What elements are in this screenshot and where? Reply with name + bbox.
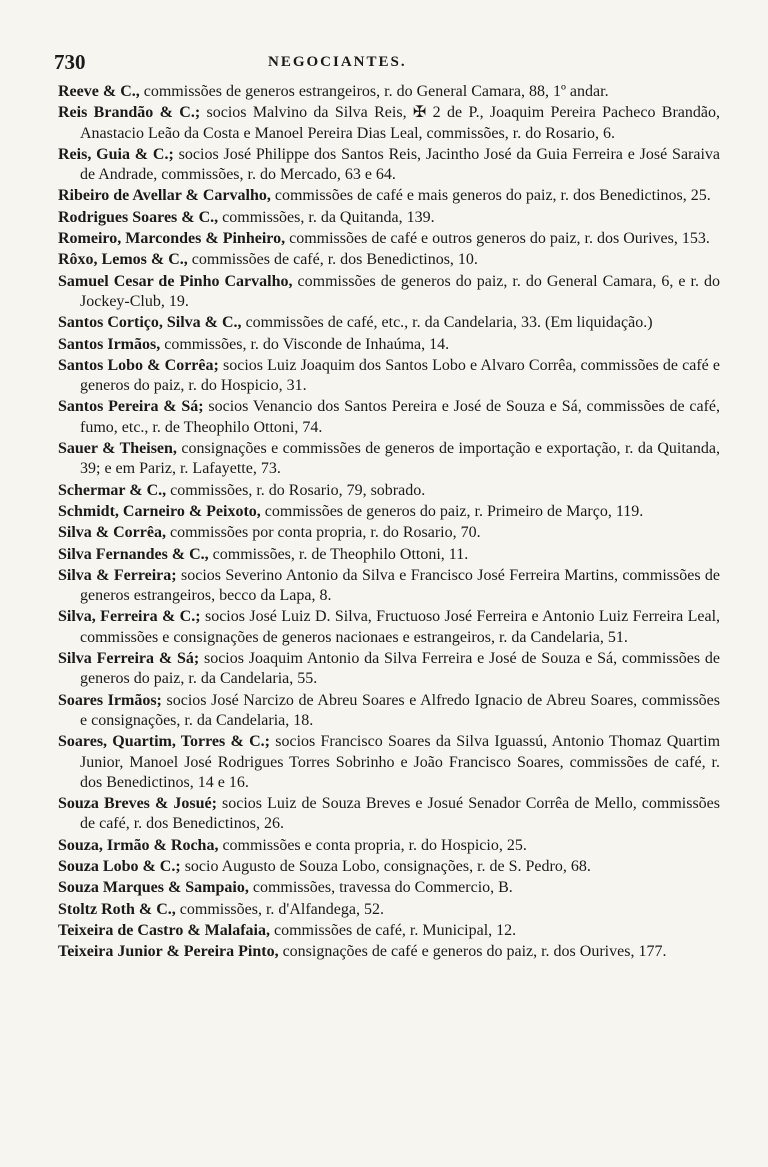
merchant-details: socios José Philippe dos Santos Reis, Jacintho José da Guia Ferreira e José Saraiva de Andrade, commissões, r. do Mercado, 63 e 64. <box>80 145 721 184</box>
merchant-details: socios José Luiz D. Silva, Fructuoso José Ferreira e Antonio Luiz Ferreira Leal, commissões e consignações de generos nacionaes e estrangeiros, r. da Candelaria, 51. <box>80 608 721 646</box>
merchant-name: Souza Lobo & C.; <box>58 857 181 875</box>
merchant-name: Santos Lobo & Corrêa; <box>58 356 219 374</box>
merchant-name: Rôxo, Lemos & C., <box>58 251 188 269</box>
merchant-entry <box>58 607 720 648</box>
merchant-details: consignações de café e generos do paiz, r. dos Ourives, 177. <box>282 943 667 961</box>
merchant-details: commissões, r. da Quitanda, 139. <box>222 208 435 226</box>
merchant-details: commissões por conta propria, r. do Rosario, 70. <box>169 524 481 542</box>
merchant-details: commissões de generos estrangeiros, r. do General Camara, 88, 1º andar. <box>143 83 609 100</box>
merchant-entry <box>58 103 720 144</box>
merchant-entry <box>58 481 720 501</box>
merchant-details: socios Luiz de Souza Breves e Josué Senador Corrêa de Mello, commissões de café, r. dos Benedictinos, 26. <box>80 795 721 833</box>
merchant-name: Soares, Quartim, Torres & C.; <box>58 733 270 751</box>
merchant-name: Reis, Guia & C.; <box>58 145 174 163</box>
merchant-name: Romeiro, Marcondes & Pinheiro, <box>58 230 286 248</box>
merchant-name: Silva & Corrêa, <box>58 524 166 542</box>
merchant-entry <box>58 335 720 355</box>
merchant-entry <box>58 878 720 898</box>
merchant-details: commissões e conta propria, r. do Hospicio, 25. <box>222 836 527 854</box>
merchant-entry <box>58 857 720 877</box>
page-header <box>54 50 720 76</box>
merchant-name: Souza Marques & Sampaio, <box>58 879 249 897</box>
merchant-list <box>58 82 720 962</box>
merchant-details: commissões, r. do Visconde de Inhaúma, 14. <box>164 335 450 353</box>
merchant-entry <box>58 732 720 793</box>
merchant-entry <box>58 313 720 333</box>
merchant-details: commissões, r. d'Alfandega, 52. <box>179 900 384 918</box>
page-number: 730 <box>54 50 86 74</box>
merchant-name: Ribeiro de Avellar & Carvalho, <box>58 187 271 205</box>
merchant-name: Schermar & C., <box>58 481 167 499</box>
merchant-details: commissões, r. do Rosario, 79, sobrado. <box>170 481 426 499</box>
merchant-entry <box>58 942 720 962</box>
merchant-name: Silva Fernandes & C., <box>58 545 209 563</box>
merchant-name: Reis Brandão & C.; <box>58 104 201 122</box>
merchant-name: Samuel Cesar de Pinho Carvalho, <box>58 272 293 290</box>
merchant-details: commissões de café, r. Municipal, 12. <box>273 921 517 939</box>
merchant-details: commissões, r. de Theophilo Ottoni, 11. <box>212 545 469 563</box>
merchant-details: socios José Narcizo de Abreu Soares e Alfredo Ignacio de Abreu Soares, commissões e consignações, r. da Candelaria, 18. <box>80 691 721 729</box>
merchant-name: Teixeira de Castro & Malafaia, <box>58 921 270 939</box>
merchant-entry <box>58 250 720 270</box>
merchant-details: commissões de café, r. dos Benedictinos, 10. <box>191 251 478 269</box>
merchant-name: Silva Ferreira & Sá; <box>58 650 200 668</box>
merchant-details: commissões de generos do paiz, r. Primeiro de Março, 119. <box>264 502 644 520</box>
merchant-details: socios Venancio dos Santos Pereira e José de Souza e Sá, commissões de café, fumo, etc., r. de Theophilo Ottoni, 74. <box>80 398 721 436</box>
merchant-details: commissões, travessa do Commercio, B. <box>252 879 513 897</box>
merchant-details: socios Malvino da Silva Reis, ✠ 2 de P., Joaquim Pereira Pacheco Brandão, Anastacio Leão da Costa e Manoel Pereira Dias Leal, commissões, r. do Rosario, 6. <box>80 104 721 142</box>
merchant-details: commissões de generos do paiz, r. do General Camara, 6, e r. do Jockey-Club, 19. <box>80 272 721 310</box>
merchant-entry <box>58 545 720 565</box>
merchant-name: Santos Cortiço, Silva & C., <box>58 314 242 332</box>
merchant-details: commissões de café e outros generos do paiz, r. dos Ourives, 153. <box>289 230 710 248</box>
merchant-name: Souza, Irmão & Rocha, <box>58 836 219 854</box>
merchant-entry <box>58 208 720 228</box>
merchant-name: Souza Breves & Josué; <box>58 795 217 813</box>
merchant-name: Soares Irmãos; <box>58 691 162 709</box>
merchant-name: Rodrigues Soares & C., <box>58 208 219 226</box>
merchant-name: Santos Irmãos, <box>58 335 161 353</box>
merchant-entry <box>58 836 720 856</box>
merchant-details: socio Augusto de Souza Lobo, consignações, r. de S. Pedro, 68. <box>184 857 591 875</box>
merchant-entry <box>58 186 720 206</box>
merchant-details: socios Francisco Soares da Silva Iguassú, Antonio Thomaz Quartim Junior, Manoel José Rodrigues Torres Sobrinho e João Francisco Soares, commissões de café, r. dos Benedictinos, 14 e 16. <box>80 733 721 791</box>
merchant-entry <box>58 794 720 835</box>
merchant-entry <box>58 649 720 690</box>
merchant-entry <box>58 397 720 438</box>
merchant-name: Santos Pereira & Sá; <box>58 398 204 416</box>
merchant-name: Teixeira Junior & Pereira Pinto, <box>58 943 279 961</box>
merchant-name: Silva & Ferreira; <box>58 566 177 584</box>
merchant-entry <box>58 439 720 480</box>
merchant-entry <box>58 82 720 102</box>
merchant-entry <box>58 921 720 941</box>
merchant-entry <box>58 691 720 732</box>
merchant-entry <box>58 145 720 186</box>
merchant-details: socios Severino Antonio da Silva e Francisco José Ferreira Martins, commissões de generos estrangeiros, becco da Lapa, 8. <box>80 566 721 605</box>
merchant-entry <box>58 566 720 607</box>
merchant-details: socios Luiz Joaquim dos Santos Lobo e Alvaro Corrêa, commissões de café e generos do paiz, r. do Hospicio, 31. <box>80 356 721 395</box>
merchant-details: commissões de café e mais generos do paiz, r. dos Benedictinos, 25. <box>274 187 711 205</box>
merchant-entry <box>58 900 720 920</box>
merchant-name: Sauer & Theisen, <box>58 440 177 458</box>
merchant-details: consignações e commissões de generos de importação e exportação, r. da Quitanda, 39; e em Pariz, r. Lafayette, 73. <box>80 440 721 478</box>
merchant-details: commissões de café, etc., r. da Candelaria, 33. (Em liquidação.) <box>245 314 653 332</box>
merchant-entry <box>58 523 720 543</box>
merchant-name: Schmidt, Carneiro & Peixoto, <box>58 502 261 520</box>
merchant-details: socios Joaquim Antonio da Silva Ferreira e José de Souza e Sá, commissões de generos do paiz, r. da Candelaria, 55. <box>80 650 721 688</box>
merchant-entry <box>58 272 720 313</box>
merchant-entry <box>58 356 720 397</box>
merchant-name: Reeve & C., <box>58 83 140 100</box>
merchant-entry <box>58 229 720 249</box>
running-title: NEGOCIANTES. <box>268 54 407 70</box>
merchant-name: Silva, Ferreira & C.; <box>58 608 201 626</box>
merchant-entry <box>58 502 720 522</box>
merchant-name: Stoltz Roth & C., <box>58 900 176 918</box>
